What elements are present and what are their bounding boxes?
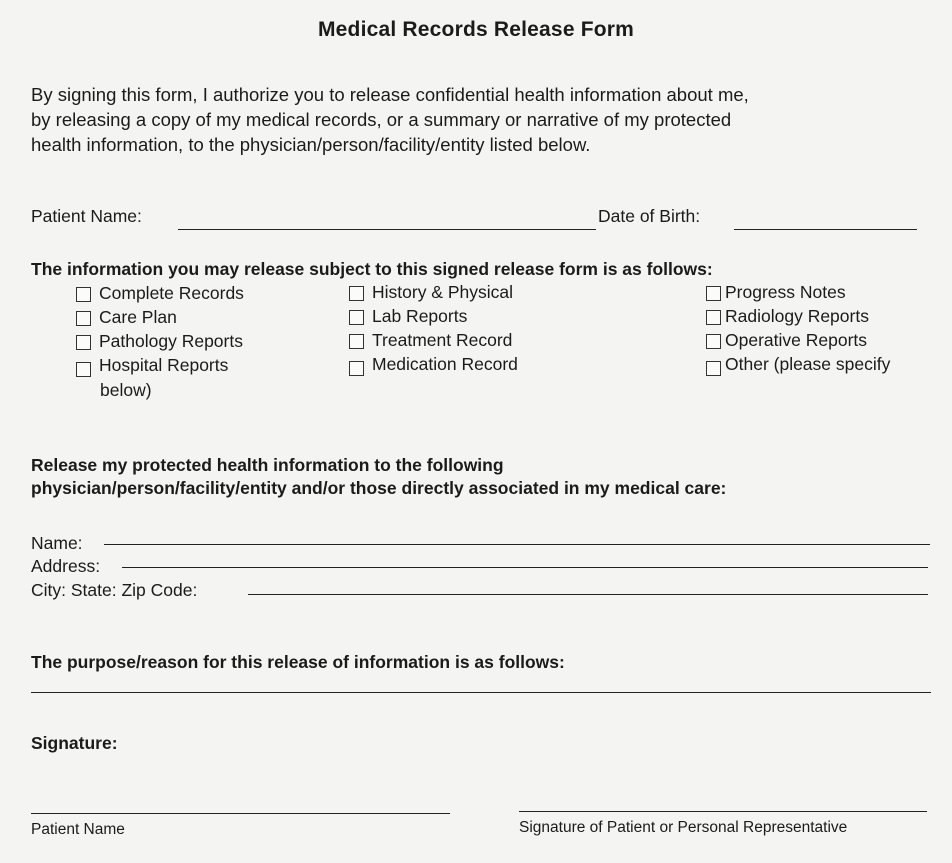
release-info-heading: The information you may release subject to this signed release form is as follows:: [31, 259, 713, 279]
checkbox-hospital-reports[interactable]: Hospital Reports: [76, 355, 228, 377]
recipient-heading-line-1: Release my protected health information to the following: [31, 455, 504, 475]
checkbox-operative-reports[interactable]: Operative Reports: [706, 330, 867, 351]
checkbox-history-physical[interactable]: History & Physical: [349, 282, 513, 303]
recipient-address-label: Address:: [31, 556, 101, 576]
date-of-birth-field[interactable]: [734, 229, 917, 230]
checkbox-icon[interactable]: [706, 361, 721, 376]
checkbox-icon[interactable]: [349, 286, 364, 301]
recipient-name-field[interactable]: [104, 544, 930, 545]
checkbox-icon[interactable]: [349, 361, 364, 376]
checkbox-icon[interactable]: [349, 310, 364, 325]
checkbox-treatment-record[interactable]: Treatment Record: [349, 330, 512, 351]
checkbox-lab-reports[interactable]: Lab Reports: [349, 306, 467, 327]
checkbox-icon[interactable]: [706, 334, 721, 349]
checkbox-complete-records[interactable]: Complete Records: [76, 283, 244, 304]
checkbox-care-plan[interactable]: Care Plan: [76, 307, 177, 328]
signature-caption: Signature of Patient or Personal Representative: [519, 819, 848, 836]
checkbox-icon[interactable]: [76, 287, 91, 302]
hospital-reports-continued: below): [100, 380, 152, 400]
recipient-city-state-zip-label: City: State: Zip Code:: [31, 580, 198, 600]
checkbox-medication-record[interactable]: Medication Record: [349, 354, 518, 376]
patient-name-caption: Patient Name: [31, 821, 125, 838]
form-title: Medical Records Release Form: [317, 18, 635, 41]
intro-line-3: health information, to the physician/person/facility/entity listed below.: [31, 134, 591, 155]
date-of-birth-label: Date of Birth:: [598, 206, 701, 226]
checkbox-icon[interactable]: [76, 311, 91, 326]
recipient-address-field[interactable]: [122, 567, 928, 568]
checkbox-icon[interactable]: [706, 286, 721, 301]
patient-signature-line[interactable]: [519, 811, 927, 812]
checkbox-icon[interactable]: [76, 335, 91, 350]
purpose-field[interactable]: [31, 692, 931, 693]
checkbox-other[interactable]: Other (please specify: [706, 354, 890, 376]
checkbox-pathology-reports[interactable]: Pathology Reports: [76, 331, 243, 352]
recipient-name-label: Name:: [31, 533, 83, 553]
patient-name-signature-line[interactable]: [31, 813, 450, 814]
checkbox-radiology-reports[interactable]: Radiology Reports: [706, 306, 869, 327]
checkbox-icon[interactable]: [706, 310, 721, 325]
checkbox-icon[interactable]: [76, 362, 91, 377]
intro-line-2: by releasing a copy of my medical records, or a summary or narrative of my protected: [31, 109, 732, 130]
patient-name-field[interactable]: [178, 229, 596, 230]
recipient-heading-line-2: physician/person/facility/entity and/or those directly associated in my medical care:: [31, 478, 727, 498]
checkbox-icon[interactable]: [349, 334, 364, 349]
intro-paragraph: [31, 82, 936, 157]
intro-line-1: By signing this form, I authorize you to release confidential health information about me,: [31, 84, 749, 105]
purpose-heading: The purpose/reason for this release of information is as follows:: [31, 652, 565, 672]
recipient-city-state-zip-field[interactable]: [248, 594, 928, 595]
patient-name-label: Patient Name:: [31, 206, 142, 226]
signature-heading: Signature:: [31, 733, 118, 753]
checkbox-progress-notes[interactable]: Progress Notes: [706, 282, 846, 303]
